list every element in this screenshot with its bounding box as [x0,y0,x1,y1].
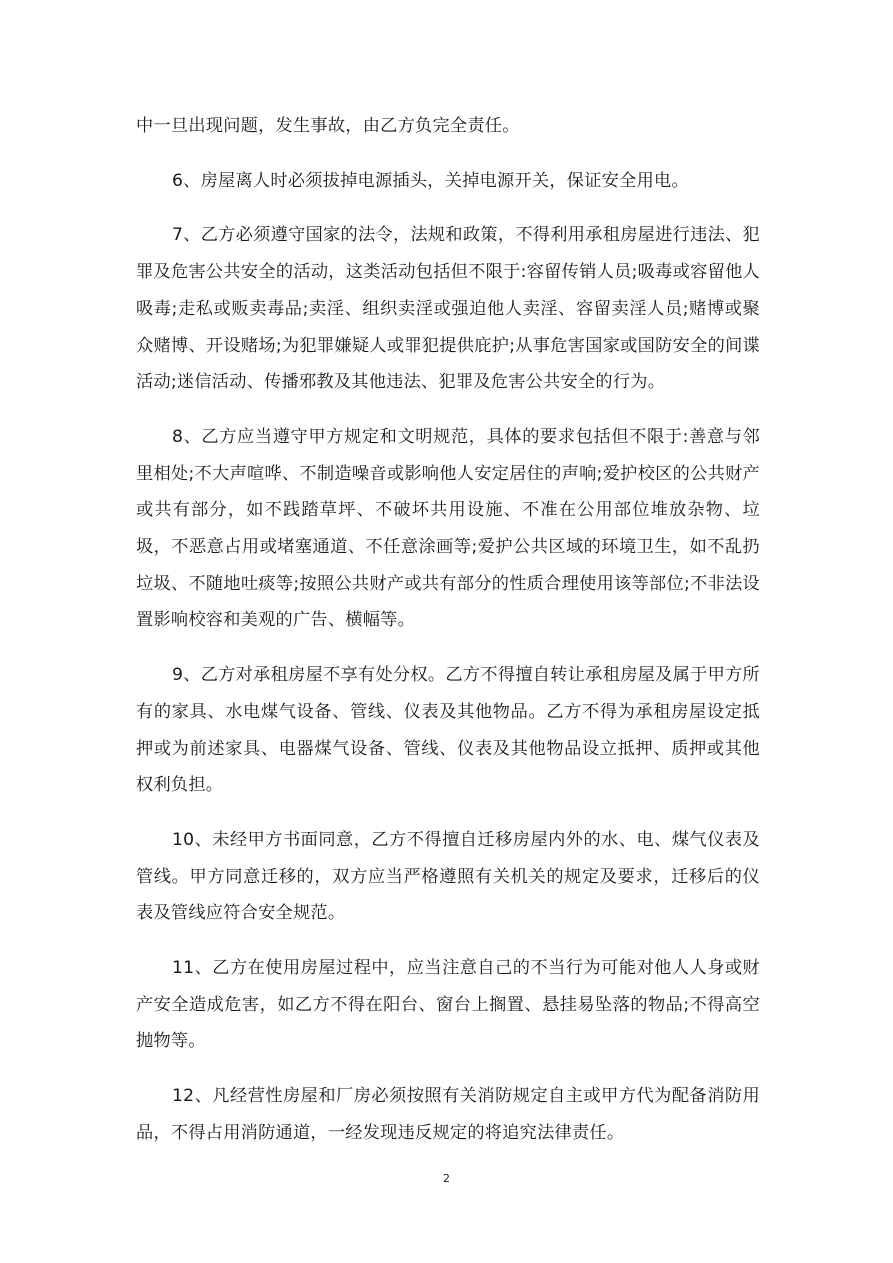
document-body [136,108,760,1152]
page-number: 2 [443,1172,450,1185]
paragraph-clause-10: 10、未经甲方书面同意，乙方不得擅自迁移房屋内外的水、电、煤气仪表及管线。甲方同意迁移的，双方应当严格遵照有关机关的规定及要求，迁移后的仪表及管线应符合安全规范。 [136,829,760,924]
paragraph-clause-8: 8、乙方应当遵守甲方规定和文明规范，具体的要求包括但不限于:善意与邻里相处;不大声喧哗、不制造噪音或影响他人安定居住的声响;爱护校区的公共财产或共有部分，如不践踏草坪、不破坏共用设施、不准在公用部位堆放杂物、垃圾，不恶意占用或堵塞通道、不任意涂画等;爱护公共区域的环境卫生，如不乱扔垃圾、不随地吐痰等;按照公共财产或共有部分的性质合理使用该等部位;不非法设置影响校容和美观的广告、横幅等。 [136,426,760,631]
paragraph-clause-6: 6、房屋离人时必须拔掉电源插头，关掉电源开关，保证安全用电。 [172,170,689,191]
paragraph-clause-7: 7、乙方必须遵守国家的法令，法规和政策，不得利用承租房屋进行违法、犯罪及危害公共安全的活动，这类活动包括但不限于:容留传销人员;吸毒或容留他人吸毒;走私或贩卖毒品;卖淫、组织卖淫或强迫他人卖淫、容留卖淫人员;赌博或聚众赌博、开设赌场;为犯罪嫌疑人或罪犯提供庇护;从事危害国家或国防安全的间谍活动;迷信活动、传播邪教及其他违法、犯罪及危害公共安全的行为。 [136,225,760,393]
paragraph-continuation: 中一旦出现问题，发生事故，由乙方负完全责任。 [136,116,520,136]
paragraph-clause-9: 9、乙方对承租房屋不享有处分权。乙方不得擅自转让承租房屋及属于甲方所有的家具、水电煤气设备、管线、仪表及其他物品。乙方不得为承租房屋设定抵押或为前述家具、电器煤气设备、管线、仪表及其他物品设立抵押、质押或其他权利负担。 [136,665,760,796]
paragraph-clause-12: 12、凡经营性房屋和厂房必须按照有关消防规定自主或甲方代为配备消防用品，不得占用消防通道，一经发现违反规定的将追究法律责任。 [136,1086,760,1143]
paragraph-clause-11: 11、乙方在使用房屋过程中，应当注意自己的不当行为可能对他人人身或财产安全造成危害，如乙方不得在阳台、窗台上搁置、悬挂易坠落的物品;不得高空抛物等。 [136,958,760,1052]
